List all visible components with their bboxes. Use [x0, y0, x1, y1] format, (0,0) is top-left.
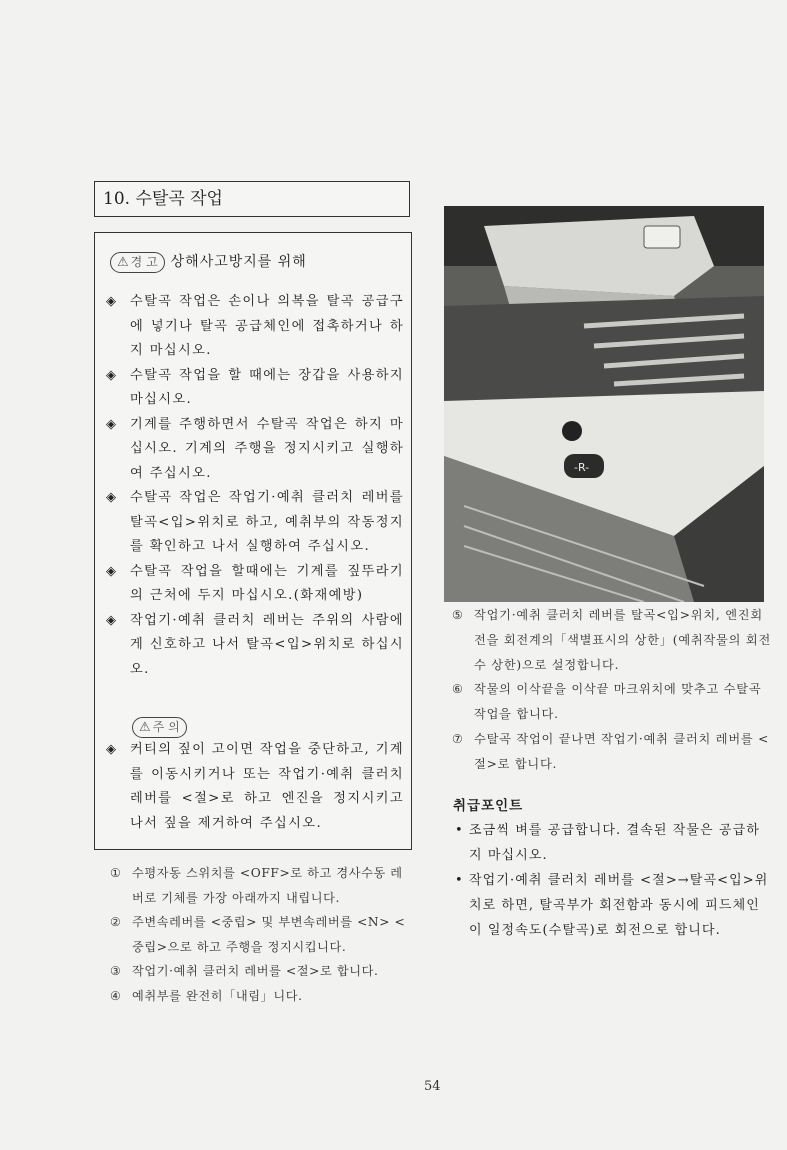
step-text: 작업기·예취 클러치 레버를 탈곡<입>위치, 엔진회전을 회전계의「색별표시의 상한」(예취작물의 회전수 상한)으로 설정합니다.: [474, 608, 772, 672]
tips-list: [453, 818, 773, 943]
step-number: ⑥: [452, 682, 464, 697]
step-item: [110, 910, 410, 959]
step-number: ④: [110, 988, 122, 1003]
section-title: [94, 181, 410, 217]
warning-item: [104, 486, 404, 560]
warning-badge-label: 경 고: [130, 255, 158, 269]
step-item: [452, 677, 772, 727]
warning-heading-text: 상해사고방지를 위해: [170, 254, 307, 270]
warning-item-text: 수탈곡 작업은 손이나 의복을 탈곡 공급구에 넣기나 탈곡 공급체인에 접촉하거나 하지 마십시오.: [130, 294, 404, 358]
step-item: [452, 603, 772, 677]
step-text: 수평자동 스위치를 <OFF>로 하고 경사수동 레버로 기체를 가장 아래까지 내립니다.: [132, 866, 403, 905]
warning-item-text: 수탈곡 작업을 할 때에는 장갑을 사용하지 마십시오.: [130, 367, 404, 407]
page-number: 54: [424, 1079, 441, 1094]
svg-text:-R-: -R-: [574, 461, 590, 474]
machine-photo: [444, 206, 764, 602]
step-number: ⑤: [452, 608, 464, 622]
step-text: 작물의 이삭끝을 이삭끝 마크위치에 맞추고 수탈곡 작업을 합니다.: [474, 682, 762, 722]
step-number: ⑦: [452, 731, 464, 746]
warning-item-text: 수탈곡 작업을 할때에는 기계를 짚뚜라기의 근처에 두지 마십시오.(화재예방): [130, 563, 404, 603]
diamond-bullet-icon: ◈: [106, 367, 118, 383]
warning-item-text: 기계를 주행하면서 수탈곡 작업은 하지 마십시오. 기계의 주행을 정지시키고 실행하여 주십시오.: [130, 416, 404, 481]
step-text: 수탈곡 작업이 끝나면 작업기·예취 클러치 레버를 <절>로 합니다.: [474, 731, 770, 771]
diamond-bullet-icon: ◈: [106, 294, 118, 309]
diamond-bullet-icon: ◈: [106, 490, 118, 505]
caution-item: [104, 738, 404, 836]
warning-item: [104, 290, 404, 364]
tip-item: [453, 868, 773, 943]
caution-badge: [132, 717, 187, 738]
step-number: ③: [110, 964, 122, 979]
step-item: [452, 727, 772, 777]
step-text: 주변속레버를 <중립> 및 부변속레버를 <N> <중립>으로 하고 주행을 정지시킵니다.: [132, 915, 406, 954]
diamond-bullet-icon: ◈: [106, 563, 118, 579]
section-title-text: 10. 수탈곡 작업: [103, 189, 223, 209]
warning-item: [104, 413, 404, 487]
caution-list: [104, 738, 404, 836]
warning-item-text: 수탈곡 작업은 작업기·예취 클러치 레버를 탈곡<입>위치로 하고, 예취부의 작동정지를 확인하고 나서 실행하여 주십시오.: [130, 490, 404, 554]
caution-badge-label: 주 의: [152, 720, 180, 734]
step-item: [110, 959, 410, 984]
step-text: 예취부를 완전히「내림」니다.: [132, 988, 303, 1003]
warning-list: [104, 290, 404, 682]
warning-badge: [110, 252, 165, 273]
bullet-dot-icon: •: [455, 873, 464, 888]
warning-heading: [110, 251, 307, 273]
tip-text: 작업기·예취 클러치 레버를 <절>→탈곡<입>위치로 하면, 탈곡부가 회전함과 동시에 피드체인이 일정속도(수탈곡)로 회전으로 합니다.: [469, 873, 769, 938]
step-item: [110, 984, 410, 1009]
warning-item: [104, 364, 404, 413]
diamond-bullet-icon: ◈: [106, 612, 118, 628]
caution-item-text: 커티의 짚이 고이면 작업을 중단하고, 기계를 이동시키거나 또는 작업기·예취 클러치 레버를 <절>로 하고 엔진을 정지시키고 나서 짚을 제거하여 주십시오.: [130, 742, 404, 831]
diamond-bullet-icon: ◈: [106, 742, 118, 757]
caution-triangle-icon: ⚠: [139, 720, 151, 735]
warning-triangle-icon: ⚠: [117, 255, 129, 270]
step-text: 작업기·예취 클러치 레버를 <절>로 합니다.: [132, 964, 379, 979]
bullet-dot-icon: •: [455, 823, 464, 838]
step-item: [110, 861, 410, 910]
tips-title: 취급포인트: [453, 798, 524, 814]
warning-item: [104, 609, 404, 683]
diamond-bullet-icon: ◈: [106, 416, 118, 432]
tip-text: 조금씩 벼를 공급합니다. 결속된 작물은 공급하지 마십시오.: [469, 823, 760, 863]
step-number: ①: [110, 866, 122, 880]
warning-item-text: 작업기·예취 클러치 레버는 주위의 사람에게 신호하고 나서 탈곡<입>위치로 하십시오.: [130, 612, 404, 677]
warning-item: [104, 560, 404, 609]
steps-left: [110, 861, 410, 1009]
step-number: ②: [110, 915, 122, 930]
tip-item: [453, 818, 773, 868]
steps-right: [452, 603, 772, 777]
caution-heading: [132, 716, 187, 738]
machine-photo-illustration: [444, 206, 764, 602]
